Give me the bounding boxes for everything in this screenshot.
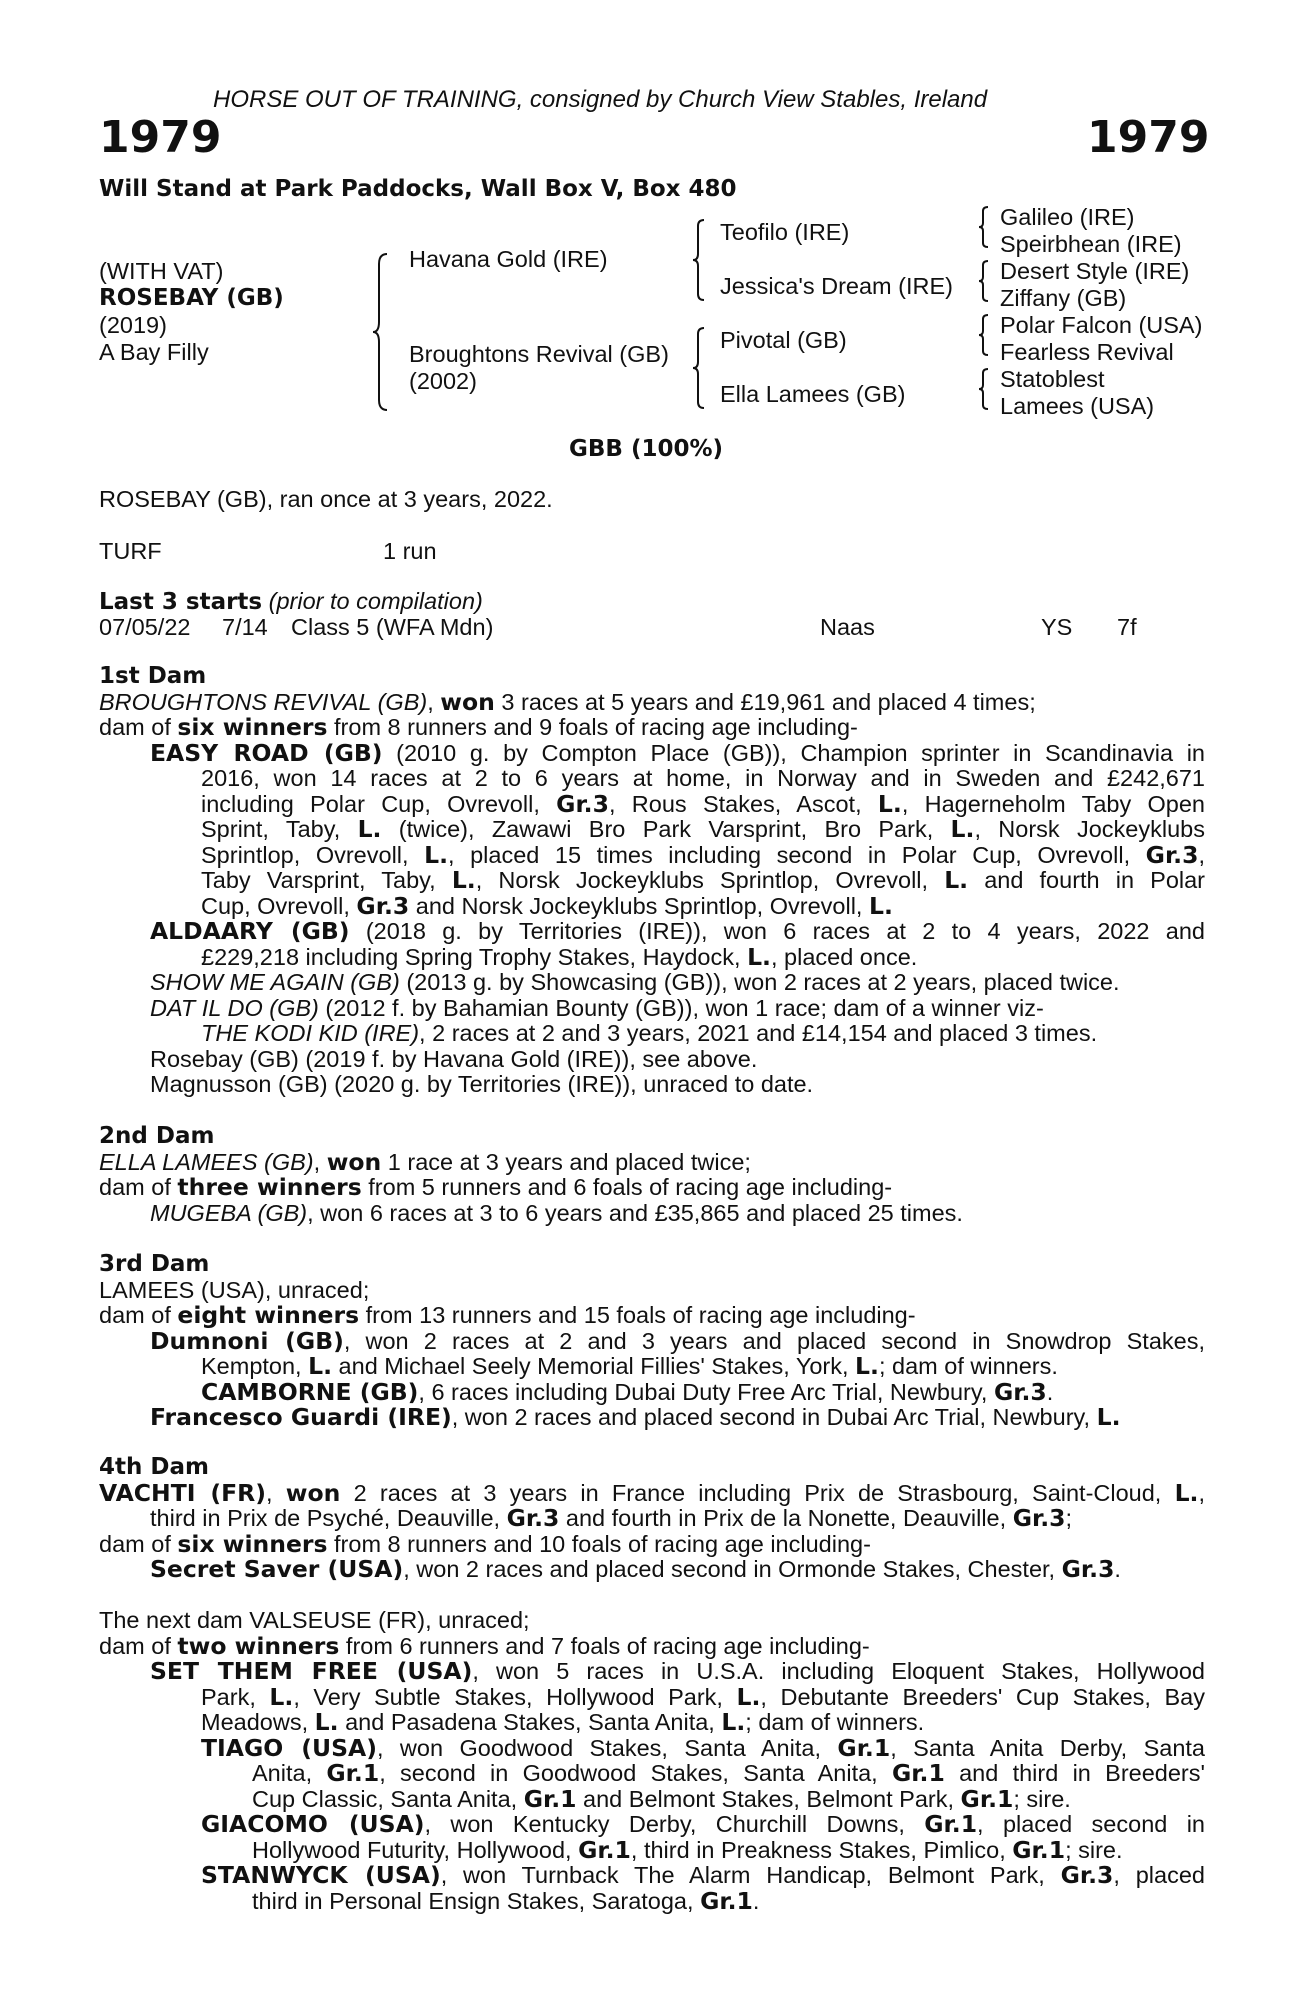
tiago-line-3: Cup Classic, Santa Anita, Gr.1 and Belmont Stakes, Belmont Park, Gr.1; sire.: [252, 1784, 1071, 1813]
francesco-guardi-entry: Francesco Guardi (IRE), won 2 races and placed second in Dubai Arc Trial, Newbury, L.: [150, 1403, 1121, 1431]
stanwyck-entry: STANWYCK (USA), won Turnback The Alarm Handicap, Belmont Park, Gr.3, placed: [201, 1861, 1205, 1889]
easy-road-line-3: including Polar Cup, Ovrevoll, Gr.3, Rous Stakes, Ascot, L., Hagerneholm Taby Open: [201, 789, 1205, 818]
magnusson-entry: Magnusson (GB) (2020 g. by Territories (IRE)), unraced to date.: [150, 1071, 814, 1097]
lot-number-left: 1979: [99, 112, 222, 163]
last-starts-note: (prior to compilation): [268, 588, 483, 614]
pedigree-brace-dam: [691, 326, 707, 410]
fourth-dam-line-2: third in Prix de Psyché, Deauville, Gr.3 and fourth in Prix de la Nonette, Deauville, Gr.3;: [150, 1504, 1073, 1532]
pedigree-brace-sire: [691, 218, 707, 302]
pedigree-brace-sd: [977, 259, 991, 303]
rosebay-entry: Rosebay (GB) (2019 f. by Havana Gold (IRE)), see above.: [150, 1045, 758, 1072]
easy-road-line-2: 2016, won 14 races at 2 to 6 years at home, in Norway and in Sweden and £242,671: [201, 765, 1205, 791]
third-dam-produce-line: dam of eight winners from 13 runners and 15 foals of racing age including-: [99, 1301, 916, 1329]
horse-name: ROSEBAY (GB): [99, 285, 284, 311]
start-distance: 7f: [1117, 614, 1137, 640]
next-dam-produce-line: dam of two winners from 6 runners and 7 foals of racing age including-: [99, 1631, 870, 1660]
stand-location: Will Stand at Park Paddocks, Wall Box V, Box 480: [99, 176, 737, 202]
first-dam-line: BROUGHTONS REVIVAL (GB), won 3 races at 5 years and £19,961 and placed 4 times;: [99, 687, 1036, 716]
aldaary-line-2: £229,218 including Spring Trophy Stakes, Haydock, L., placed once.: [201, 942, 918, 971]
giacomo-line-2: Hollywood Futurity, Hollywood, Gr.1, third in Preakness Stakes, Pimlico, Gr.1; sire.: [252, 1835, 1123, 1864]
second-dam-section: [99, 1124, 1205, 1234]
easy-road-line-4: Sprint, Taby, L. (twice), Zawawi Bro Park Varsprint, Bro Park, L., Norsk Jockeyklubs: [201, 815, 1205, 843]
start-position: 7/14: [222, 614, 268, 640]
vat-note: (WITH VAT): [99, 258, 224, 284]
pedigree-sire: Havana Gold (IRE): [409, 246, 608, 272]
fourth-dam-section: [99, 1455, 1205, 1590]
tiago-line-2: Anita, Gr.1, second in Goodwood Stakes, Santa Anita, Gr.1 and third in Breeders': [252, 1759, 1205, 1787]
tiago-entry: TIAGO (USA), won Goodwood Stakes, Santa Anita, Gr.1, Santa Anita Derby, Santa: [201, 1733, 1205, 1762]
secret-saver-entry: Secret Saver (USA), won 2 races and placed second in Ormonde Stakes, Chester, Gr.3.: [150, 1555, 1121, 1583]
pedigree-brace-ss: [977, 205, 991, 249]
pedigree-brace-main: [371, 252, 391, 412]
pedigree-brace-ds: [977, 313, 991, 357]
third-dam-heading: 3rd Dam: [99, 1251, 210, 1277]
camborne-entry: CAMBORNE (GB), 6 races including Dubai Duty Free Arc Trial, Newbury, Gr.3.: [201, 1377, 1054, 1406]
second-dam-line: ELLA LAMEES (GB), won 1 race at 3 years and placed twice;: [99, 1147, 751, 1176]
start-going: YS: [1041, 614, 1073, 640]
easy-road-entry: EASY ROAD (GB) (2010 g. by Compton Place (GB)), Champion sprinter in Scandinavia in: [150, 738, 1205, 767]
pedigree-dam-year: (2002): [409, 368, 477, 394]
dumnoni-entry: Dumnoni (GB), won 2 races at 2 and 3 years and placed second in Snowdrop Stakes,: [150, 1326, 1205, 1355]
first-dam-heading: 1st Dam: [99, 663, 207, 689]
giacomo-entry: GIACOMO (USA), won Kentucky Derby, Churchill Downs, Gr.1, placed second in: [201, 1810, 1205, 1838]
aldaary-entry: ALDAARY (GB) (2018 g. by Territories (IRE)), won 6 races at 2 to 4 years, 2022 and: [150, 917, 1205, 945]
dumnoni-line-2: Kempton, L. and Michael Seely Memorial Fillies' Stakes, York, L.; dam of winners.: [201, 1352, 1058, 1380]
easy-road-line-5: Sprintlop, Ovrevoll, L., placed 15 times including second in Polar Cup, Ovrevoll, Gr.3,: [201, 840, 1205, 869]
pedigree-sds: Desert Style (IRE): [1000, 258, 1190, 284]
start-race: Class 5 (WFA Mdn): [291, 614, 494, 640]
pedigree-dam: Broughtons Revival (GB): [409, 341, 669, 367]
fourth-dam-line: VACHTI (FR), won 2 races at 3 years in France including Prix de Strasbourg, Saint-Cloud, L.,: [99, 1478, 1206, 1507]
mugeba-entry: MUGEBA (GB), won 6 races at 3 to 6 years and £35,865 and placed 25 times.: [150, 1199, 963, 1226]
show-me-again-entry: SHOW ME AGAIN (GB) (2013 g. by Showcasing (GB)), won 2 races at 2 years, placed twice.: [150, 969, 1120, 995]
second-dam-heading: 2nd Dam: [99, 1123, 215, 1149]
third-dam-section: [99, 1251, 1205, 1431]
pedigree-sss: Galileo (IRE): [1000, 204, 1135, 230]
pedigree-ssd: Speirbhean (IRE): [1000, 231, 1182, 257]
start-course: Naas: [820, 614, 875, 640]
horse-year: (2019): [99, 312, 167, 338]
fourth-dam-heading: 4th Dam: [99, 1454, 209, 1480]
first-dam-section: [99, 664, 1205, 1104]
set-them-free-line-2: Park, L., Very Subtle Stakes, Hollywood Park, L., Debutante Breeders' Cup Stakes, Bay: [201, 1682, 1205, 1711]
pedigree-dam-sire: Pivotal (GB): [720, 327, 847, 353]
stanwyck-line-2: third in Personal Ensign Stakes, Saratoga, Gr.1.: [252, 1886, 760, 1915]
next-dam-line: The next dam VALSEUSE (FR), unraced;: [99, 1607, 530, 1633]
pedigree-dam-dam: Ella Lamees (GB): [720, 381, 906, 407]
set-them-free-entry: SET THEM FREE (USA), won 5 races in U.S.A. including Eloquent Stakes, Hollywood: [150, 1657, 1205, 1685]
next-dam-section: [99, 1607, 1205, 1915]
gbb-rating: GBB (100%): [569, 436, 724, 462]
kodi-kid-entry: THE KODI KID (IRE), 2 races at 2 and 3 years, 2021 and £14,154 and placed 3 times.: [201, 1020, 1098, 1046]
pedigree-dsd: Fearless Revival: [1000, 339, 1174, 365]
pedigree-sire-dam: Jessica's Dream (IRE): [720, 273, 953, 299]
set-them-free-line-3: Meadows, L. and Pasadena Stakes, Santa Anita, L.; dam of winners.: [201, 1708, 925, 1736]
pedigree-sdd: Ziffany (GB): [1000, 285, 1127, 311]
start-date: 07/05/22: [99, 614, 191, 640]
race-summary: ROSEBAY (GB), ran once at 3 years, 2022.: [99, 486, 553, 512]
easy-road-line-7: Cup, Ovrevoll, Gr.3 and Norsk Jockeyklubs Sprintlop, Ovrevoll, L.: [201, 891, 893, 920]
dat-il-do-entry: DAT IL DO (GB) (2012 f. by Bahamian Bounty (GB)), won 1 race; dam of a winner viz-: [150, 994, 1044, 1021]
first-dam-produce-line: dam of six winners from 8 runners and 9 foals of racing age including-: [99, 713, 858, 741]
horse-description: A Bay Filly: [99, 339, 209, 365]
pedigree-dds: Statoblest: [1000, 366, 1105, 392]
second-dam-produce-line: dam of three winners from 5 runners and 6 foals of racing age including-: [99, 1173, 893, 1201]
third-dam-line: LAMEES (USA), unraced;: [99, 1276, 370, 1303]
pedigree-dss: Polar Falcon (USA): [1000, 312, 1203, 338]
easy-road-line-6: Taby Varsprint, Taby, L., Norsk Jockeyklubs Sprintlop, Ovrevoll, L. and fourth in Polar: [201, 866, 1206, 894]
pedigree-brace-dd: [977, 367, 991, 411]
turf-runs: 1 run: [383, 538, 437, 564]
pedigree-ddd: Lamees (USA): [1000, 393, 1155, 419]
last-starts-title: Last 3 starts: [99, 589, 263, 615]
lot-number-right: 1979: [1087, 112, 1210, 163]
pedigree-sire-sire: Teofilo (IRE): [720, 219, 850, 245]
turf-label: TURF: [99, 538, 162, 564]
last-starts-heading: [99, 588, 483, 615]
fourth-dam-produce-line: dam of six winners from 8 runners and 10 foals of racing age including-: [99, 1529, 871, 1558]
consignment-line: HORSE OUT OF TRAINING, consigned by Church View Stables, Ireland: [213, 86, 988, 113]
